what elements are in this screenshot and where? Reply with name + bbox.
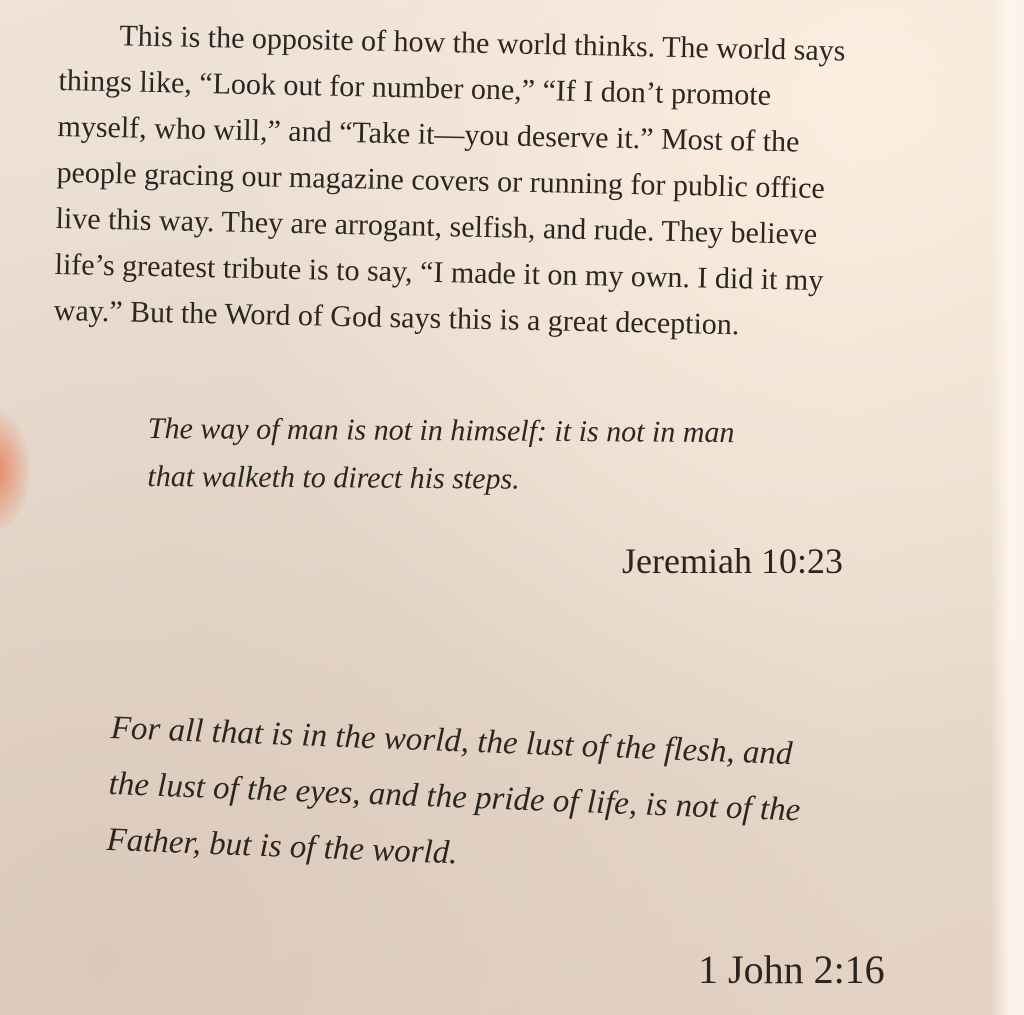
quote-line: Father, but is of the world. [105, 821, 459, 872]
paragraph-line: way.” But the Word of God says this is a great deception. [53, 293, 740, 342]
quote-line: that walketh to direct his steps. [147, 459, 520, 496]
quote-line: the lust of the eyes, and the pride of life, is not of the [108, 765, 801, 829]
scripture-reference-1john: 1 John 2:16 [698, 947, 885, 992]
body-paragraph [53, 12, 960, 353]
quote-line: The way of man is not in himself: it is not in man [147, 411, 735, 450]
quote-line: For all that is in the world, the lust of the flesh, and [110, 709, 794, 773]
finger-shadow [0, 410, 30, 530]
paragraph-line: myself, who will,” and “Take it—you deserve it.” Most of the [57, 109, 800, 159]
paragraph-line: life’s greatest tribute is to say, “I made it on my own. I did it my [54, 247, 824, 298]
paragraph-line: people gracing our magazine covers or running for public office [56, 155, 826, 206]
scripture-quote-1john [106, 700, 804, 894]
scripture-quote-jeremiah [147, 405, 734, 505]
paragraph-line: live this way. They are arrogant, selfish, and rude. They believe [55, 201, 818, 251]
paragraph-line: things like, “Look out for number one,” “If I don’t promote [58, 63, 772, 112]
page-edge-highlight [990, 0, 1024, 1015]
scripture-reference-jeremiah: Jeremiah 10:23 [622, 541, 843, 581]
paragraph-line: This is the opposite of how the world thinks. The world says [119, 19, 846, 68]
